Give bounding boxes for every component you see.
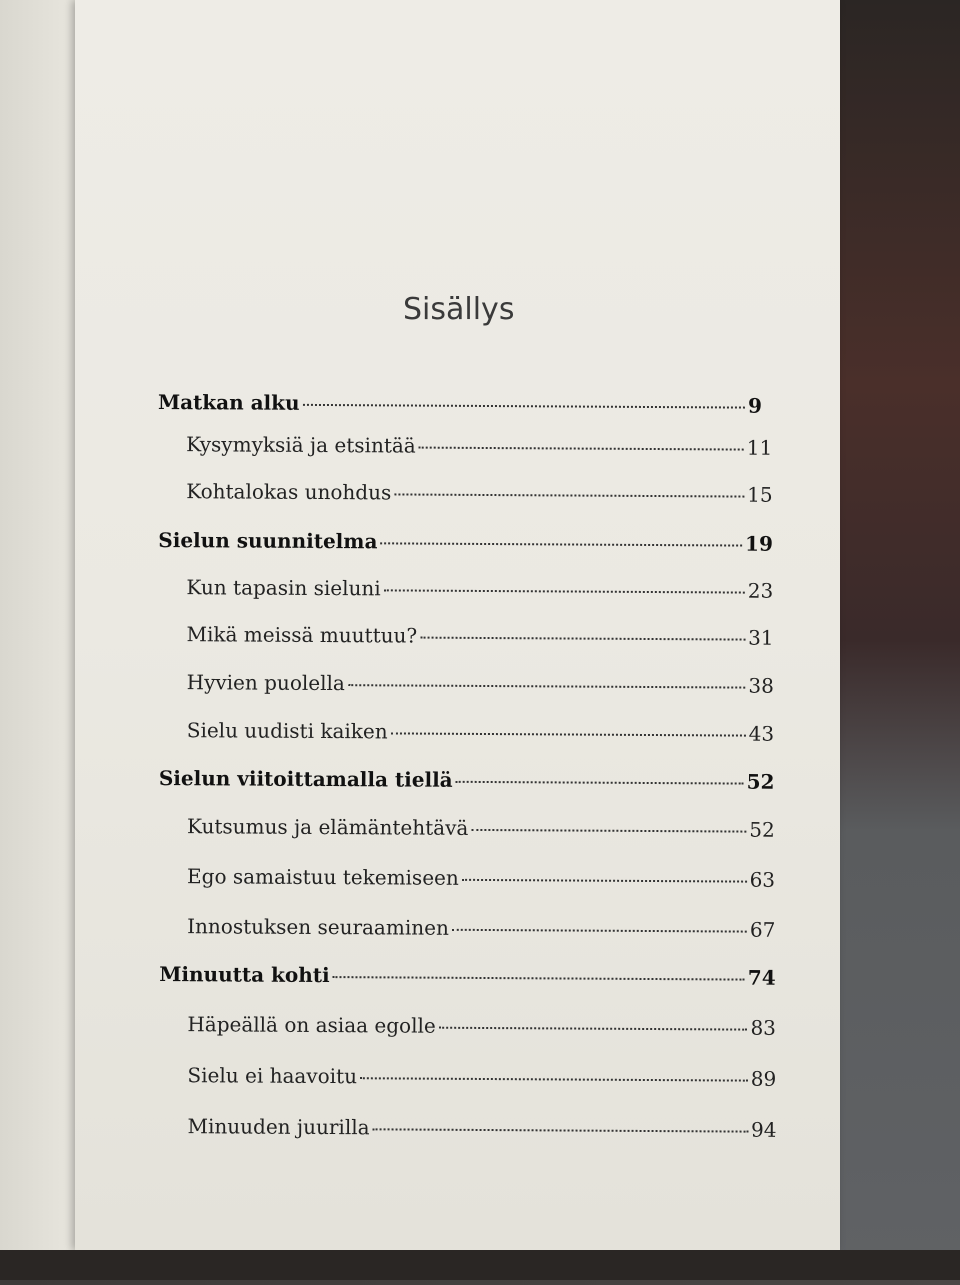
toc-entry-label: Sielu uudisti kaiken [186,718,388,744]
toc-section [187,1114,776,1142]
dot-leader [303,404,745,409]
dot-leader [439,1027,748,1031]
toc-entry-label: Mikä meissä muuttuu? [186,622,418,648]
dot-leader [462,879,747,883]
dot-leader [391,732,746,736]
toc-section [187,864,775,892]
toc-entry-label: Innostuksen seuraaminen [187,914,449,940]
dot-leader [420,637,745,641]
toc-entry-label: Kohtalokas unohdus [186,479,392,505]
dot-leader [333,976,745,981]
toc-page-number: 43 [748,721,775,746]
toc-entry-label: Minuuden juurilla [187,1114,370,1140]
dot-leader [471,829,746,833]
dot-leader [419,447,744,451]
toc-section [187,914,775,942]
dot-leader [380,542,742,546]
toc-section [187,1063,776,1091]
dot-leader [384,589,745,593]
toc-chapter [159,962,776,990]
dot-leader [456,781,744,785]
toc-page-number: 19 [744,531,773,556]
toc-entry-label: Minuutta kohti [159,962,330,988]
dot-leader [348,684,746,688]
page-title: Sisällys [403,292,515,327]
toc-entry-label: Kutsumus ja elämäntehtävä [186,814,469,840]
toc-entry-label: Sielu ei haavoitu [187,1063,358,1089]
dot-leader [373,1128,749,1132]
toc-section [187,1012,776,1040]
toc-page-number: 9 [747,393,763,418]
dot-leader [452,929,747,933]
toc-page-number: 94 [751,1117,777,1142]
toc-section [187,718,775,746]
toc-page-number: 63 [749,867,776,892]
toc-page-number: 74 [747,965,776,990]
toc-page-number: 83 [750,1015,777,1040]
toc-entry-label: Sielun viitoittamalla tiellä [158,766,453,792]
toc-page-number: 11 [746,435,773,460]
toc-section [187,670,774,698]
toc-entry-label: Kysymyksiä ja etsintää [186,432,416,458]
toc-page-number: 52 [749,817,775,842]
toc-entry-label: Kun tapasin sieluni [186,575,381,601]
toc-page-number: 67 [749,917,776,942]
toc-entry-label: Ego samaistuu tekemiseen [187,864,459,890]
toc-page-number: 89 [750,1066,777,1091]
toc-section [186,432,772,460]
toc-page-number: 52 [746,769,775,794]
dot-leader [394,493,744,497]
toc-page-number: 15 [747,482,773,507]
toc-page-number: 38 [748,673,774,698]
toc-section [186,479,773,507]
toc-page-number: 23 [747,578,774,603]
toc-chapter [158,390,762,418]
toc-entry-label: Häpeällä on asiaa egolle [187,1012,436,1038]
toc-entry-label: Hyvien puolella [186,670,345,696]
toc-chapter [158,528,773,556]
toc-entry-label: Matkan alku [157,389,300,415]
toc-chapter [159,766,775,794]
toc-section [186,622,773,650]
toc-section [187,814,775,842]
dot-leader [360,1077,748,1081]
toc-page-number: 31 [748,625,774,650]
toc-section [186,575,773,603]
toc-entry-label: Sielun suunnitelma [158,527,378,554]
